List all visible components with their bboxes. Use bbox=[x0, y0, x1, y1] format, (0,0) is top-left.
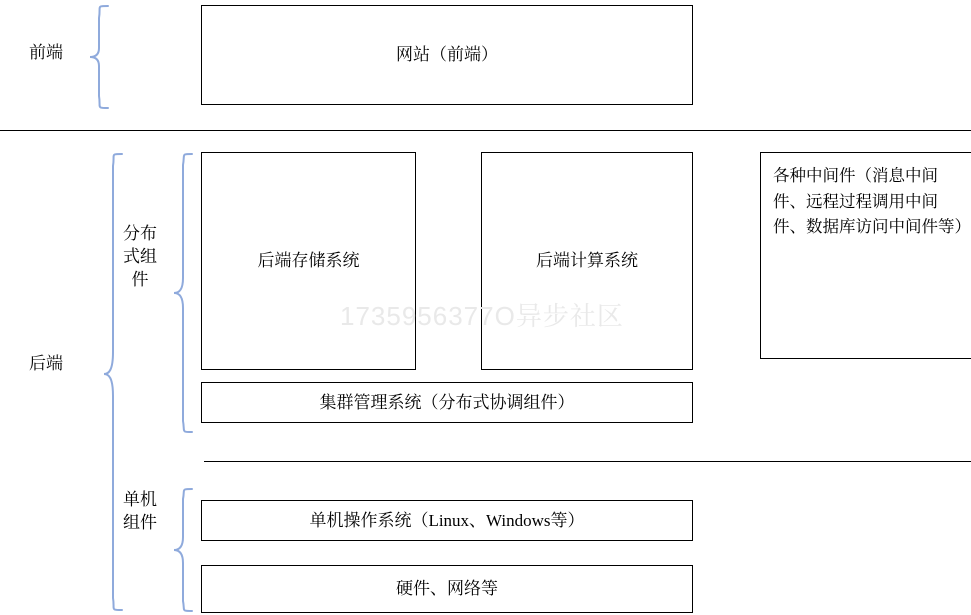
box-operating-system: 单机操作系统（Linux、Windows等） bbox=[201, 500, 693, 541]
watermark-text: 1735956377O异步社区 bbox=[340, 301, 624, 331]
brace-standalone bbox=[168, 487, 194, 613]
box-hardware-network: 硬件、网络等 bbox=[201, 565, 693, 613]
box-cluster-management: 集群管理系统（分布式协调组件） bbox=[201, 382, 693, 423]
box-middleware bbox=[760, 152, 971, 359]
brace-backend bbox=[96, 152, 124, 612]
box-backend-storage: 后端存储系统 bbox=[201, 152, 416, 370]
group-label-standalone: 单机组件 bbox=[123, 490, 157, 532]
brace-frontend bbox=[82, 4, 110, 110]
divider-frontend-backend bbox=[0, 130, 971, 131]
group-label-distributed: 分布式组件 bbox=[123, 224, 157, 289]
box-middleware-text: 各种中间件（消息中间件、远程过程调用中间件、数据库访问中间件等） bbox=[773, 166, 971, 237]
section-label-frontend: 前端 bbox=[29, 43, 63, 62]
divider-distributed-standalone bbox=[204, 461, 971, 462]
brace-distributed bbox=[168, 152, 194, 434]
box-backend-compute: 后端计算系统 bbox=[481, 152, 693, 370]
box-website: 网站（前端） bbox=[201, 5, 693, 105]
section-label-backend: 后端 bbox=[29, 354, 63, 373]
